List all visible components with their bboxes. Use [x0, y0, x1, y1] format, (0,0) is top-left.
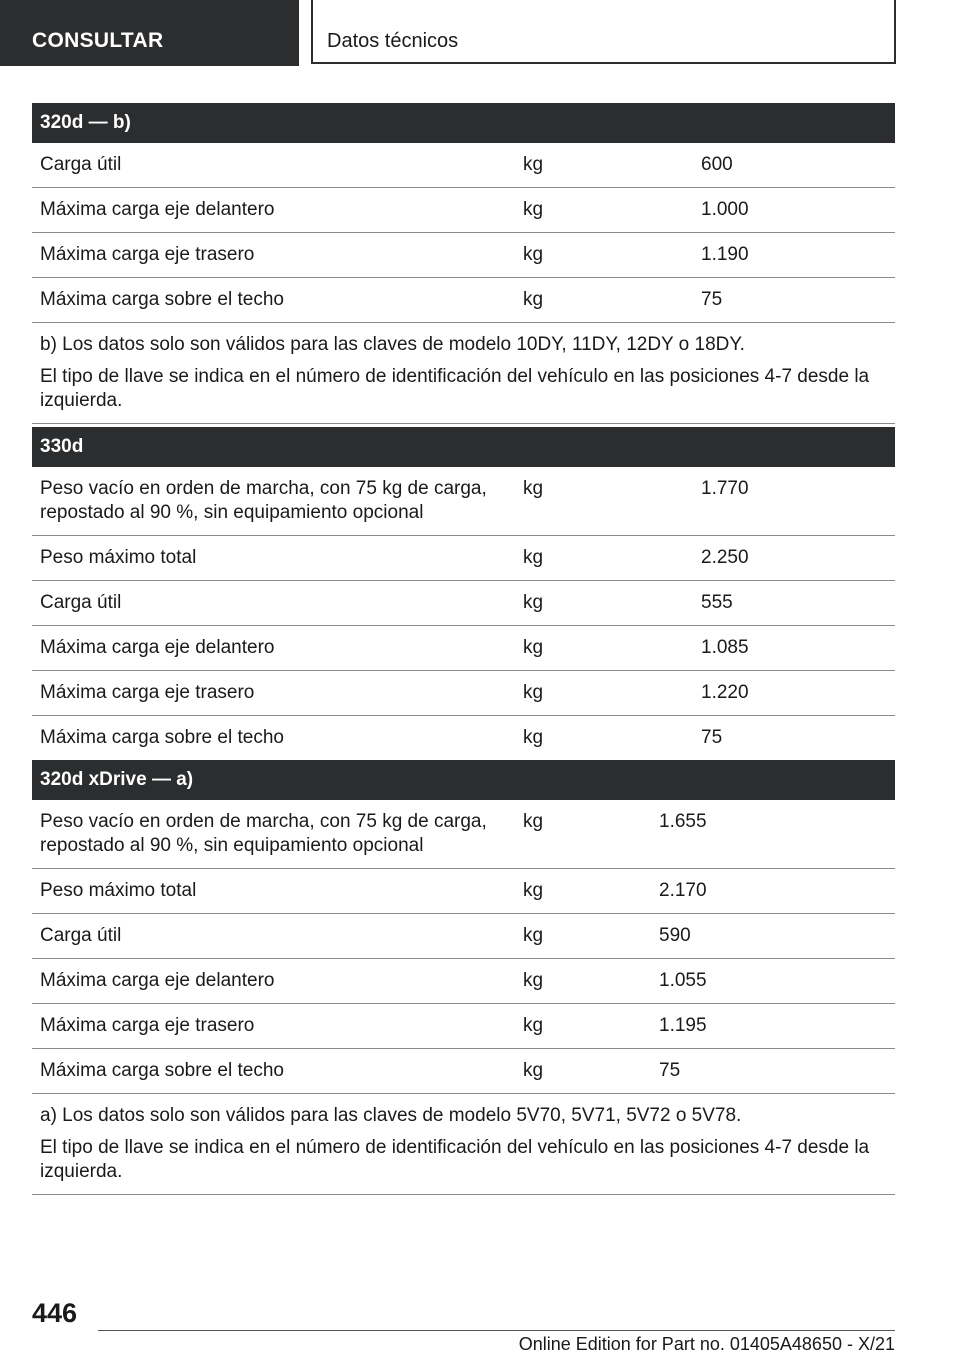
row-label: Máxima carga sobre el techo: [32, 278, 515, 323]
spec-table: [32, 143, 895, 323]
row-value: 600: [693, 143, 895, 188]
row-label: Carga útil: [32, 143, 515, 188]
row-label: Máxima carga eje trasero: [32, 671, 515, 716]
spec-table-320d: [32, 103, 895, 424]
table-row: [32, 467, 895, 536]
row-value: 590: [651, 914, 895, 959]
table-row: [32, 716, 895, 761]
spec-table: [32, 467, 895, 761]
row-label: Máxima carga eje delantero: [32, 959, 515, 1004]
row-unit: kg: [515, 959, 651, 1004]
table-footnote: [32, 323, 895, 424]
table-row: [32, 869, 895, 914]
row-value: 2.170: [651, 869, 895, 914]
row-unit: kg: [515, 671, 693, 716]
row-label: Peso máximo total: [32, 536, 515, 581]
row-label: Peso máximo total: [32, 869, 515, 914]
row-unit: kg: [515, 536, 693, 581]
footnote-text: b) Los datos solo son válidos para las claves de modelo 10DY, 11DY, 12DY o 18DY.: [40, 334, 745, 355]
row-value: 75: [693, 278, 895, 323]
row-label: Máxima carga eje delantero: [32, 188, 515, 233]
row-label: Carga útil: [32, 581, 515, 626]
row-unit: kg: [515, 278, 693, 323]
row-label: Peso vacío en orden de marcha, con 75 kg de carga, repostado al 90 %, sin equipamiento opcional: [32, 800, 515, 869]
spec-table-320d-xdrive: [32, 760, 895, 1195]
table-row: [32, 800, 895, 869]
section-tab[interactable]: CONSULTAR: [0, 0, 299, 66]
row-value: 2.250: [693, 536, 895, 581]
table-row: [32, 278, 895, 323]
row-label: Máxima carga eje trasero: [32, 233, 515, 278]
row-label: Máxima carga sobre el techo: [32, 1049, 515, 1094]
table-row: [32, 959, 895, 1004]
row-label: Máxima carga eje trasero: [32, 1004, 515, 1049]
row-value: 1.055: [651, 959, 895, 1004]
row-unit: kg: [515, 1049, 651, 1094]
footer-divider: [98, 1330, 895, 1331]
table-row: [32, 914, 895, 959]
row-unit: kg: [515, 581, 693, 626]
table-title: 320d — b): [32, 103, 895, 143]
table-row: [32, 143, 895, 188]
row-unit: kg: [515, 188, 693, 233]
table-row: [32, 581, 895, 626]
row-value: 75: [693, 716, 895, 761]
row-unit: kg: [515, 914, 651, 959]
footnote-text: a) Los datos solo son válidos para las claves de modelo 5V70, 5V71, 5V72 o 5V78.: [40, 1105, 742, 1126]
row-value: 1.195: [651, 1004, 895, 1049]
table-row: [32, 1049, 895, 1094]
row-unit: kg: [515, 869, 651, 914]
row-unit: kg: [515, 143, 693, 188]
spec-table-330d: [32, 427, 895, 761]
chapter-title: Datos técnicos: [311, 0, 896, 64]
row-unit: kg: [515, 467, 693, 536]
page-header: [0, 0, 960, 66]
table-title: 330d: [32, 427, 895, 467]
row-unit: kg: [515, 1004, 651, 1049]
row-value: 555: [693, 581, 895, 626]
table-row: [32, 626, 895, 671]
row-value: 1.000: [693, 188, 895, 233]
row-value: 75: [651, 1049, 895, 1094]
row-value: 1.770: [693, 467, 895, 536]
row-unit: kg: [515, 233, 693, 278]
page-number: 446: [32, 1298, 78, 1328]
row-value: 1.085: [693, 626, 895, 671]
footer-edition-text: Online Edition for Part no. 01405A48650 - X/21: [518, 1334, 895, 1354]
table-row: [32, 233, 895, 278]
table-row: [32, 188, 895, 233]
row-label: Máxima carga sobre el techo: [32, 716, 515, 761]
row-value: 1.655: [651, 800, 895, 869]
table-row: [32, 536, 895, 581]
row-unit: kg: [515, 800, 651, 869]
row-value: 1.220: [693, 671, 895, 716]
table-row: [32, 1004, 895, 1049]
row-label: Carga útil: [32, 914, 515, 959]
row-label: Peso vacío en orden de marcha, con 75 kg de carga, repostado al 90 %, sin equipamiento opcional: [32, 467, 515, 536]
footnote-text: El tipo de llave se indica en el número de identificación del vehículo en las posiciones 4-7 desde la izquierda.: [40, 1137, 870, 1182]
row-label: Máxima carga eje delantero: [32, 626, 515, 671]
table-footnote: [32, 1094, 895, 1195]
table-title: 320d xDrive — a): [32, 760, 895, 800]
table-row: [32, 671, 895, 716]
spec-table: [32, 800, 895, 1094]
row-value: 1.190: [693, 233, 895, 278]
row-unit: kg: [515, 626, 693, 671]
row-unit: kg: [515, 716, 693, 761]
footnote-text: El tipo de llave se indica en el número de identificación del vehículo en las posiciones 4-7 desde la izquierda.: [40, 366, 870, 411]
